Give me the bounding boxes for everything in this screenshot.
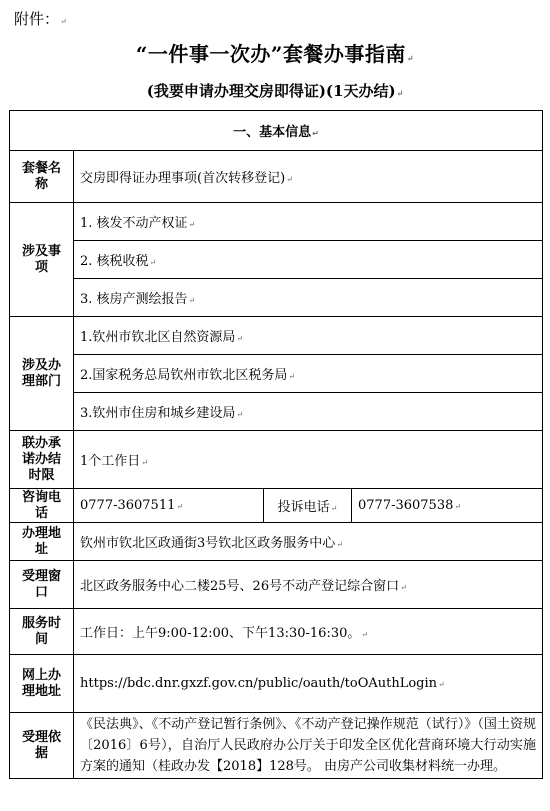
section-title: 一、基本信息↵ [10,111,543,151]
department-1: 1.钦州市钦北区自然资源局↵ [74,317,543,355]
row-basis [10,713,543,779]
department-2: 2.国家税务总局钦州市钦北区税务局↵ [74,355,543,393]
info-table [9,110,543,779]
row-phone [10,489,543,523]
window-label: 受理窗口 [10,561,74,609]
address-value: 钦州市钦北区政通街3号钦北区政务服务中心↵ [74,523,543,561]
hours-value: 工作日：上午9:00-12:00、下午13:30-16:30。↵ [74,609,543,655]
page-title: “一件事一次办”套餐办事指南↵ [135,42,415,66]
basis-value: 《民法典》、《不动产登记暂行条例》、《不动产登记操作规范（试行）》（国土资规〔2016〕6号），自治厅人民政府办公厅关于印发全区优化营商环境大行动实施方案的通知（桂政办发【2018】128号。 由房产公司收集材料统一办理。 [74,713,543,779]
item-2: 2. 核税收税↵ [74,241,543,279]
hours-label: 服务时间 [10,609,74,655]
row-hours [10,609,543,655]
consult-phone-label: 咨询电话 [10,489,74,523]
page-subtitle: (我要申请办理交房即得证)(1天办结)↵ [146,82,404,100]
row-item [10,241,543,279]
row-department [10,393,543,431]
online-url[interactable]: https://bdc.dnr.gxzf.gov.cn/public/oauth/toOAuthLogin↵ [74,655,543,713]
package-name-label: 套餐名称 [10,151,74,203]
row-online [10,655,543,713]
window-value: 北区政务服务中心二楼25号、26号不动产登记综合窗口↵ [74,561,543,609]
package-name-value: 交房即得证办理事项(首次转移登记)↵ [74,151,543,203]
items-label: 涉及事项 [10,203,74,317]
row-item [10,279,543,317]
item-3: 3. 核房产测绘报告↵ [74,279,543,317]
row-time-limit [10,431,543,489]
complaint-phone-value: 0777-3607538↵ [352,489,543,523]
row-item [10,203,543,241]
address-label: 办理地址 [10,523,74,561]
row-package-name [10,151,543,203]
row-address [10,523,543,561]
row-window [10,561,543,609]
time-limit-value: 1个工作日↵ [74,431,543,489]
row-department [10,355,543,393]
section-row [10,111,543,151]
complaint-phone-label: 投诉电话↵ [264,489,352,523]
row-department [10,317,543,355]
online-label: 网上办理地址 [10,655,74,713]
department-3: 3.钦州市住房和城乡建设局↵ [74,393,543,431]
time-limit-label: 联办承诺办结时限 [10,431,74,489]
consult-phone-value: 0777-3607511↵ [74,489,264,523]
item-1: 1. 核发不动产权证↵ [74,203,543,241]
basis-label: 受理依据 [10,713,74,779]
departments-label: 涉及办理部门 [10,317,74,431]
attachment-label: 附件：↵ [14,10,67,28]
